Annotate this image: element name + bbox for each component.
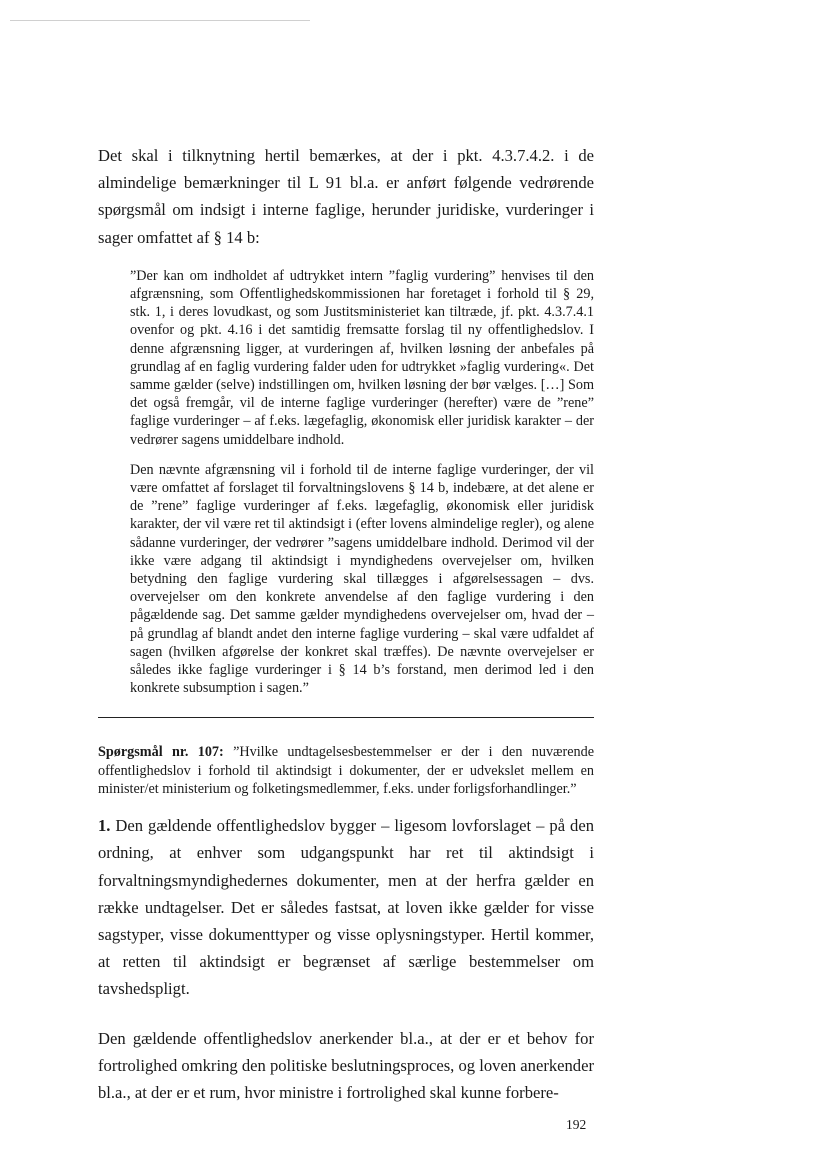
answer-text-1: Den gældende offentlighedslov bygger – ligesom lovforslaget – på den ordning, at enhver som udgangspunkt har ret til aktindsigt i forvaltningsmyndighedernes dokumenter, men at der herfra gælder en række undtagelser. Det er således fastsat, at loven ikke gælder for visse sagstyper, visse dokumenttyper og visse oplysningstyper. Hertil kommer, at retten til aktindsigt er begrænset af særlige bestemmelser om tavshedspligt. <box>98 816 594 999</box>
answer-paragraph-1 <box>98 812 594 1002</box>
quote-paragraph-1: ”Der kan om indholdet af udtrykket intern ”faglig vurdering” henvises til den afgrænsning, som Offentlighedskommissionen har foretaget i forhold til § 29, stk. 1, i deres lovudkast, og som Justitsministeriet kan tiltræde, jf. pkt. 4.3.7.4.1 ovenfor og pkt. 4.16 i det samtidig fremsatte forslag til ny offentlighedslov. I denne afgrænsning ligger, at vurderingen af, hvilken løsning der anbefales på grundlag af en faglig vurdering falder uden for udtrykket »faglig vurdering«. Det samme gælder (selve) indstillingen om, hvilken løsning der bør vælges. […] Som det også fremgår, vil de interne faglige vurderinger (herefter) være de ”rene” faglige vurderinger – af f.eks. lægefaglig, økonomisk eller juridisk karakter – der vedrører sagens umiddelbare indhold. <box>130 267 594 448</box>
answer-paragraph-2: Den gældende offentlighedslov anerkender bl.a., at der er et behov for fortrolighed omkring den politiske beslutningsproces, og loven anerkender bl.a., at der er et rum, hvor ministre i fortrolighed skal kunne forbere- <box>98 1028 594 1102</box>
question-text: ”Hvilke undtagelsesbestemmelser er der i den nuværende offentlighedslov i forhold til aktindsigt i dokumenter, der er udvekslet mellem en minister/et ministerium og folketingsmedlemmer, f.eks. under forligsforhandlinger.” <box>98 744 595 797</box>
answer-number: 1. <box>98 816 111 836</box>
quote-paragraph-2: Den nævnte afgrænsning vil i forhold til de interne faglige vurderinger, der vil være omfattet af forslaget til forvaltningslovens § 14 b, indebære, at det alene er de ”rene” faglige vurderinger af f.eks. lægefaglig, økonomisk eller juridisk karakter, der vil være ret til aktindsigt i (efter lovens almindelige regler), og alene sådanne vurderinger, der vedrører ”sagens umiddelbare indhold. Derimod vil der ikke være adgang til aktindsigt i myndighedens overvejelser om, hvilken betydning den faglige vurdering skal tillægges i afgørelsessagen – dvs. overvejelser om den konkrete anvendelse af den faglige vurdering i den pågældende sag. Det samme gælder myndighedens overvejelser om, hvad der – på grundlag af blandt andet den interne faglige vurdering – skal være udfaldet af sagen (hvilken afgørelse der konkret skal træffes). De nævnte overvejelser er således ikke faglige vurderinger i § 14 b’s forstand, men derimod led i den konkrete subsumption i sagen.” <box>130 461 594 697</box>
question-107 <box>98 743 594 798</box>
question-label: Spørgsmål nr. 107: <box>98 744 224 761</box>
page-number: 192 <box>566 1117 587 1132</box>
scan-artifact-line <box>10 20 310 21</box>
intro-paragraph: Det skal i tilknytning hertil bemærkes, at der i pkt. 4.3.7.4.2. i de almindelige bemærkninger til L 91 bl.a. er anført følgende vedrørende spørgsmål om indsigt i interne faglige, herunder juridiske, vurderinger i sager omfattet af § 14 b: <box>98 146 594 247</box>
block-quote <box>130 267 594 698</box>
document-page <box>98 142 594 1106</box>
section-divider <box>98 717 594 718</box>
